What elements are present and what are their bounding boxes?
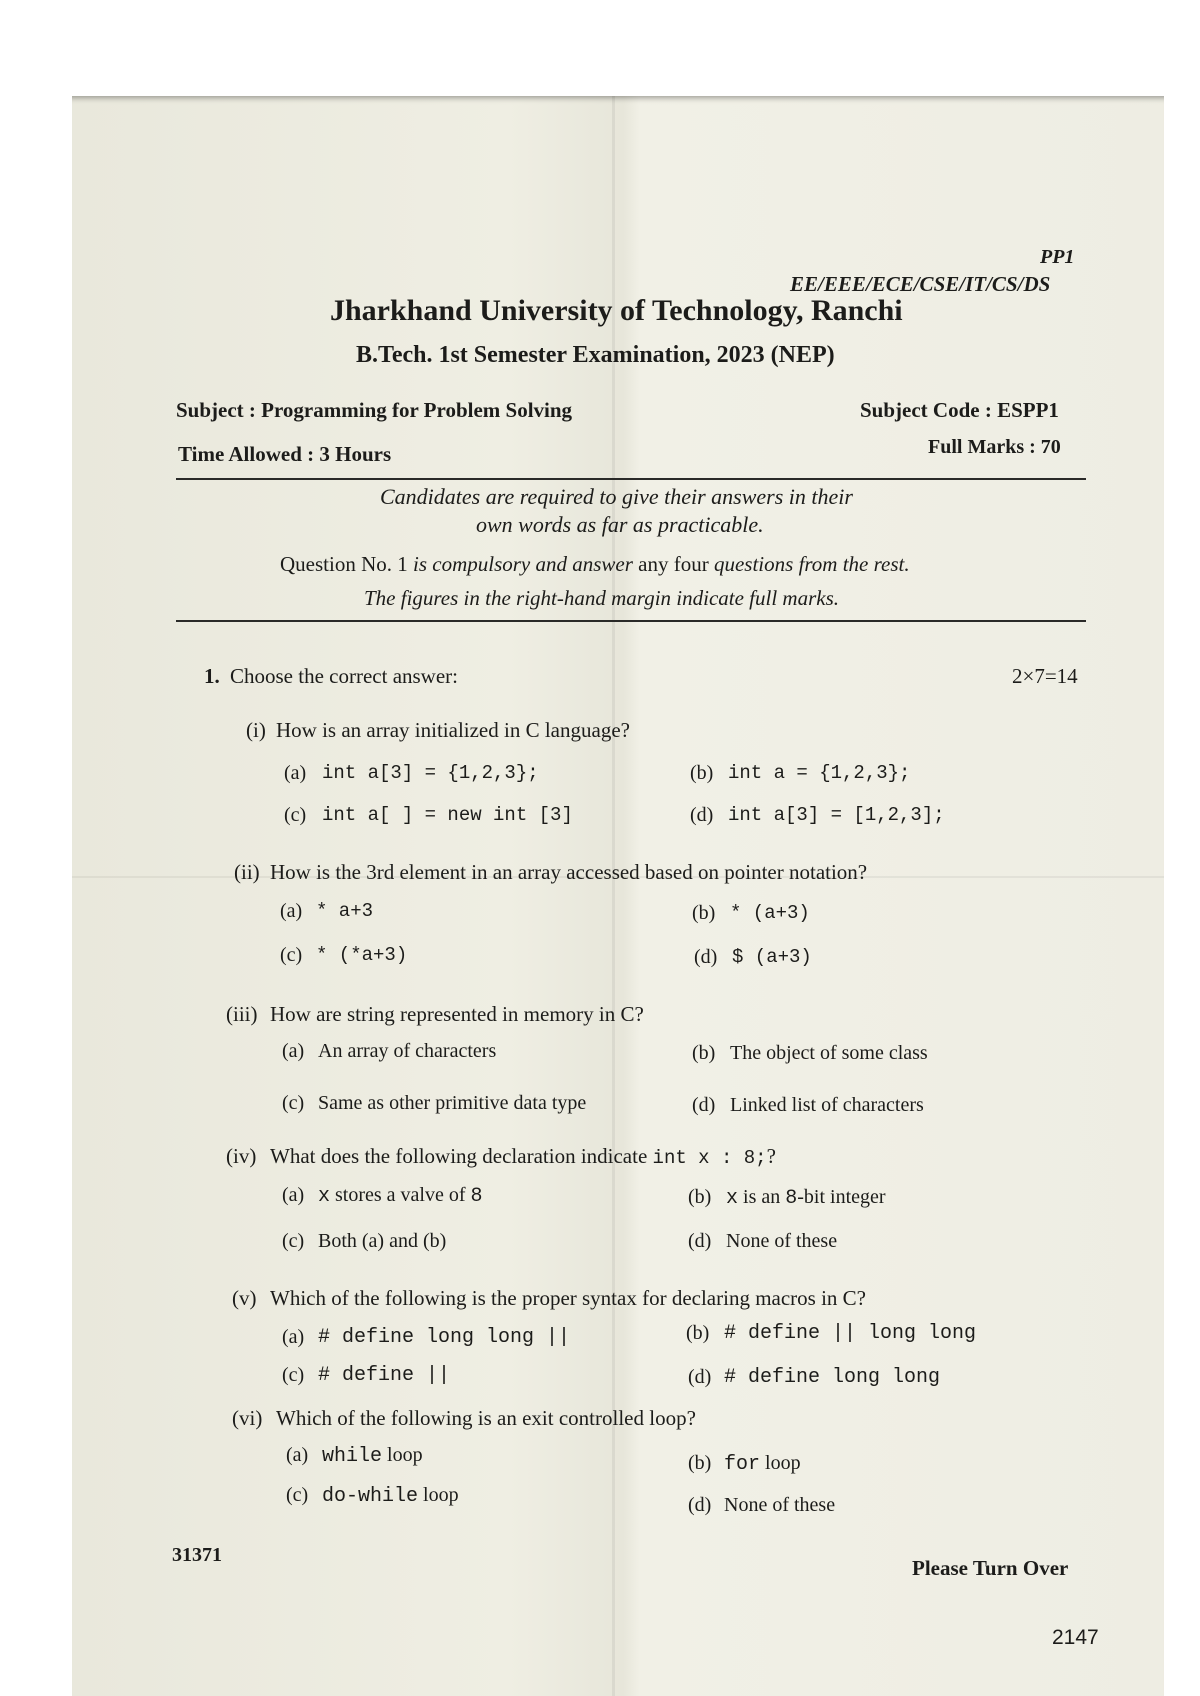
option-label: (b) — [690, 762, 714, 784]
option-text: $ (a+3) — [732, 946, 812, 968]
university-title: Jharkhand University of Technology, Ranchi — [330, 294, 903, 327]
exam-title: B.Tech. 1st Semester Examination, 2023 (NEP) — [356, 342, 835, 368]
option-text: * a+3 — [316, 900, 374, 922]
option-text: # define || long long — [724, 1322, 977, 1345]
option-label: (a) — [282, 1184, 305, 1206]
subject: Subject : Programming for Problem Solving — [176, 398, 573, 422]
option-text: Both (a) and (b) — [318, 1230, 447, 1252]
question-mark: ? — [766, 1144, 776, 1168]
subject-code: Subject Code : ESPP1 — [860, 398, 1059, 422]
option-label: (d) — [688, 1230, 712, 1252]
option-label: (c) — [284, 804, 307, 826]
option-text: for loop — [724, 1452, 801, 1476]
option-label: (b) — [692, 902, 716, 924]
option-label: (d) — [688, 1494, 712, 1516]
exam-paper — [72, 96, 1164, 1696]
instruction-rest: questions from the rest. — [713, 552, 910, 576]
instruction-line-1: Candidates are required to give their answers in their — [380, 484, 853, 509]
option-label: (d) — [694, 946, 718, 968]
option-label: (a) — [282, 1326, 305, 1348]
option-label: (c) — [282, 1364, 305, 1386]
question-1-number: 1. — [204, 664, 220, 688]
instruction-line-4: The figures in the right-hand margin indicate full marks. — [364, 586, 840, 610]
option-label: (a) — [284, 762, 307, 784]
instruction-compulsory: is compulsory and answer — [413, 552, 639, 576]
option-text: Same as other primitive data type — [318, 1092, 587, 1114]
rule-bottom — [176, 620, 1086, 622]
option-text: int a = {1,2,3}; — [728, 762, 911, 784]
sub-question-text: Which of the following is the proper syntax for declaring macros in C? — [270, 1286, 866, 1310]
instruction-any-four: any four — [638, 552, 714, 576]
sub-question-text: What does the following declaration indicate — [270, 1144, 653, 1168]
paper-code: PP1 — [1040, 246, 1075, 268]
option-text: x stores a valve of 8 — [318, 1184, 483, 1208]
option-label: (a) — [280, 900, 303, 922]
option-text: The object of some class — [730, 1042, 928, 1064]
declaration-code: int x : 8; — [652, 1147, 767, 1169]
sub-question-text-line — [270, 1144, 776, 1169]
sub-question-number: (iv) — [226, 1144, 257, 1168]
option-text: int a[3] = [1,2,3]; — [728, 804, 945, 826]
branches: EE/EEE/ECE/CSE/IT/CS/DS — [790, 272, 1051, 296]
sub-question-text: How are string represented in memory in C? — [270, 1002, 644, 1026]
sub-question-text: Which of the following is an exit controlled loop? — [276, 1406, 696, 1430]
option-text: None of these — [724, 1494, 836, 1516]
sub-question-number: (iii) — [226, 1002, 258, 1026]
please-turn-over: Please Turn Over — [912, 1556, 1069, 1580]
option-text: do-while loop — [322, 1484, 459, 1508]
fold-crease-vertical — [612, 96, 615, 1696]
page-number: 2147 — [1052, 1626, 1099, 1649]
option-label: (c) — [282, 1230, 305, 1252]
option-label: (b) — [688, 1452, 712, 1474]
option-label: (b) — [686, 1322, 710, 1344]
sub-question-text: How is an array initialized in C language? — [276, 718, 630, 742]
option-label: (b) — [692, 1042, 716, 1064]
option-text: None of these — [726, 1230, 838, 1252]
sub-question-number: (i) — [246, 718, 266, 742]
option-text: Linked list of characters — [730, 1094, 924, 1116]
full-marks: Full Marks : 70 — [928, 436, 1061, 458]
sub-question-number: (vi) — [232, 1406, 263, 1430]
option-text: # define || — [318, 1364, 451, 1387]
option-label: (d) — [692, 1094, 716, 1116]
option-text: # define long long || — [318, 1326, 571, 1349]
option-label: (a) — [286, 1444, 309, 1466]
instruction-line-2: own words as far as practicable. — [476, 512, 764, 537]
time-allowed: Time Allowed : 3 Hours — [178, 442, 392, 466]
option-text: while loop — [322, 1444, 423, 1468]
option-text: x is an 8-bit integer — [726, 1186, 886, 1210]
instruction-line-3 — [280, 552, 910, 577]
option-text: * (*a+3) — [316, 944, 408, 966]
question-1-marks: 2×7=14 — [1012, 664, 1078, 688]
option-label: (b) — [688, 1186, 712, 1208]
sub-question-number: (ii) — [234, 860, 260, 884]
option-label: (d) — [690, 804, 714, 826]
option-text: * (a+3) — [730, 902, 810, 924]
question-1-text: Choose the correct answer: — [230, 664, 458, 688]
instruction-question-1: Question No. 1 — [280, 552, 413, 576]
option-label: (c) — [282, 1092, 305, 1114]
option-label: (c) — [280, 944, 303, 966]
option-label: (a) — [282, 1040, 305, 1062]
option-label: (c) — [286, 1484, 309, 1506]
sub-question-text: How is the 3rd element in an array accessed based on pointer notation? — [270, 860, 868, 884]
option-text: int a[3] = {1,2,3}; — [322, 762, 539, 784]
option-label: (d) — [688, 1366, 712, 1388]
option-text: # define long long — [724, 1366, 941, 1389]
rule-top — [176, 478, 1086, 480]
option-text: An array of characters — [318, 1040, 497, 1062]
sub-question-number: (v) — [232, 1286, 257, 1310]
option-text: int a[ ] = new int [3] — [322, 804, 573, 826]
paper-serial-code: 31371 — [172, 1544, 222, 1566]
